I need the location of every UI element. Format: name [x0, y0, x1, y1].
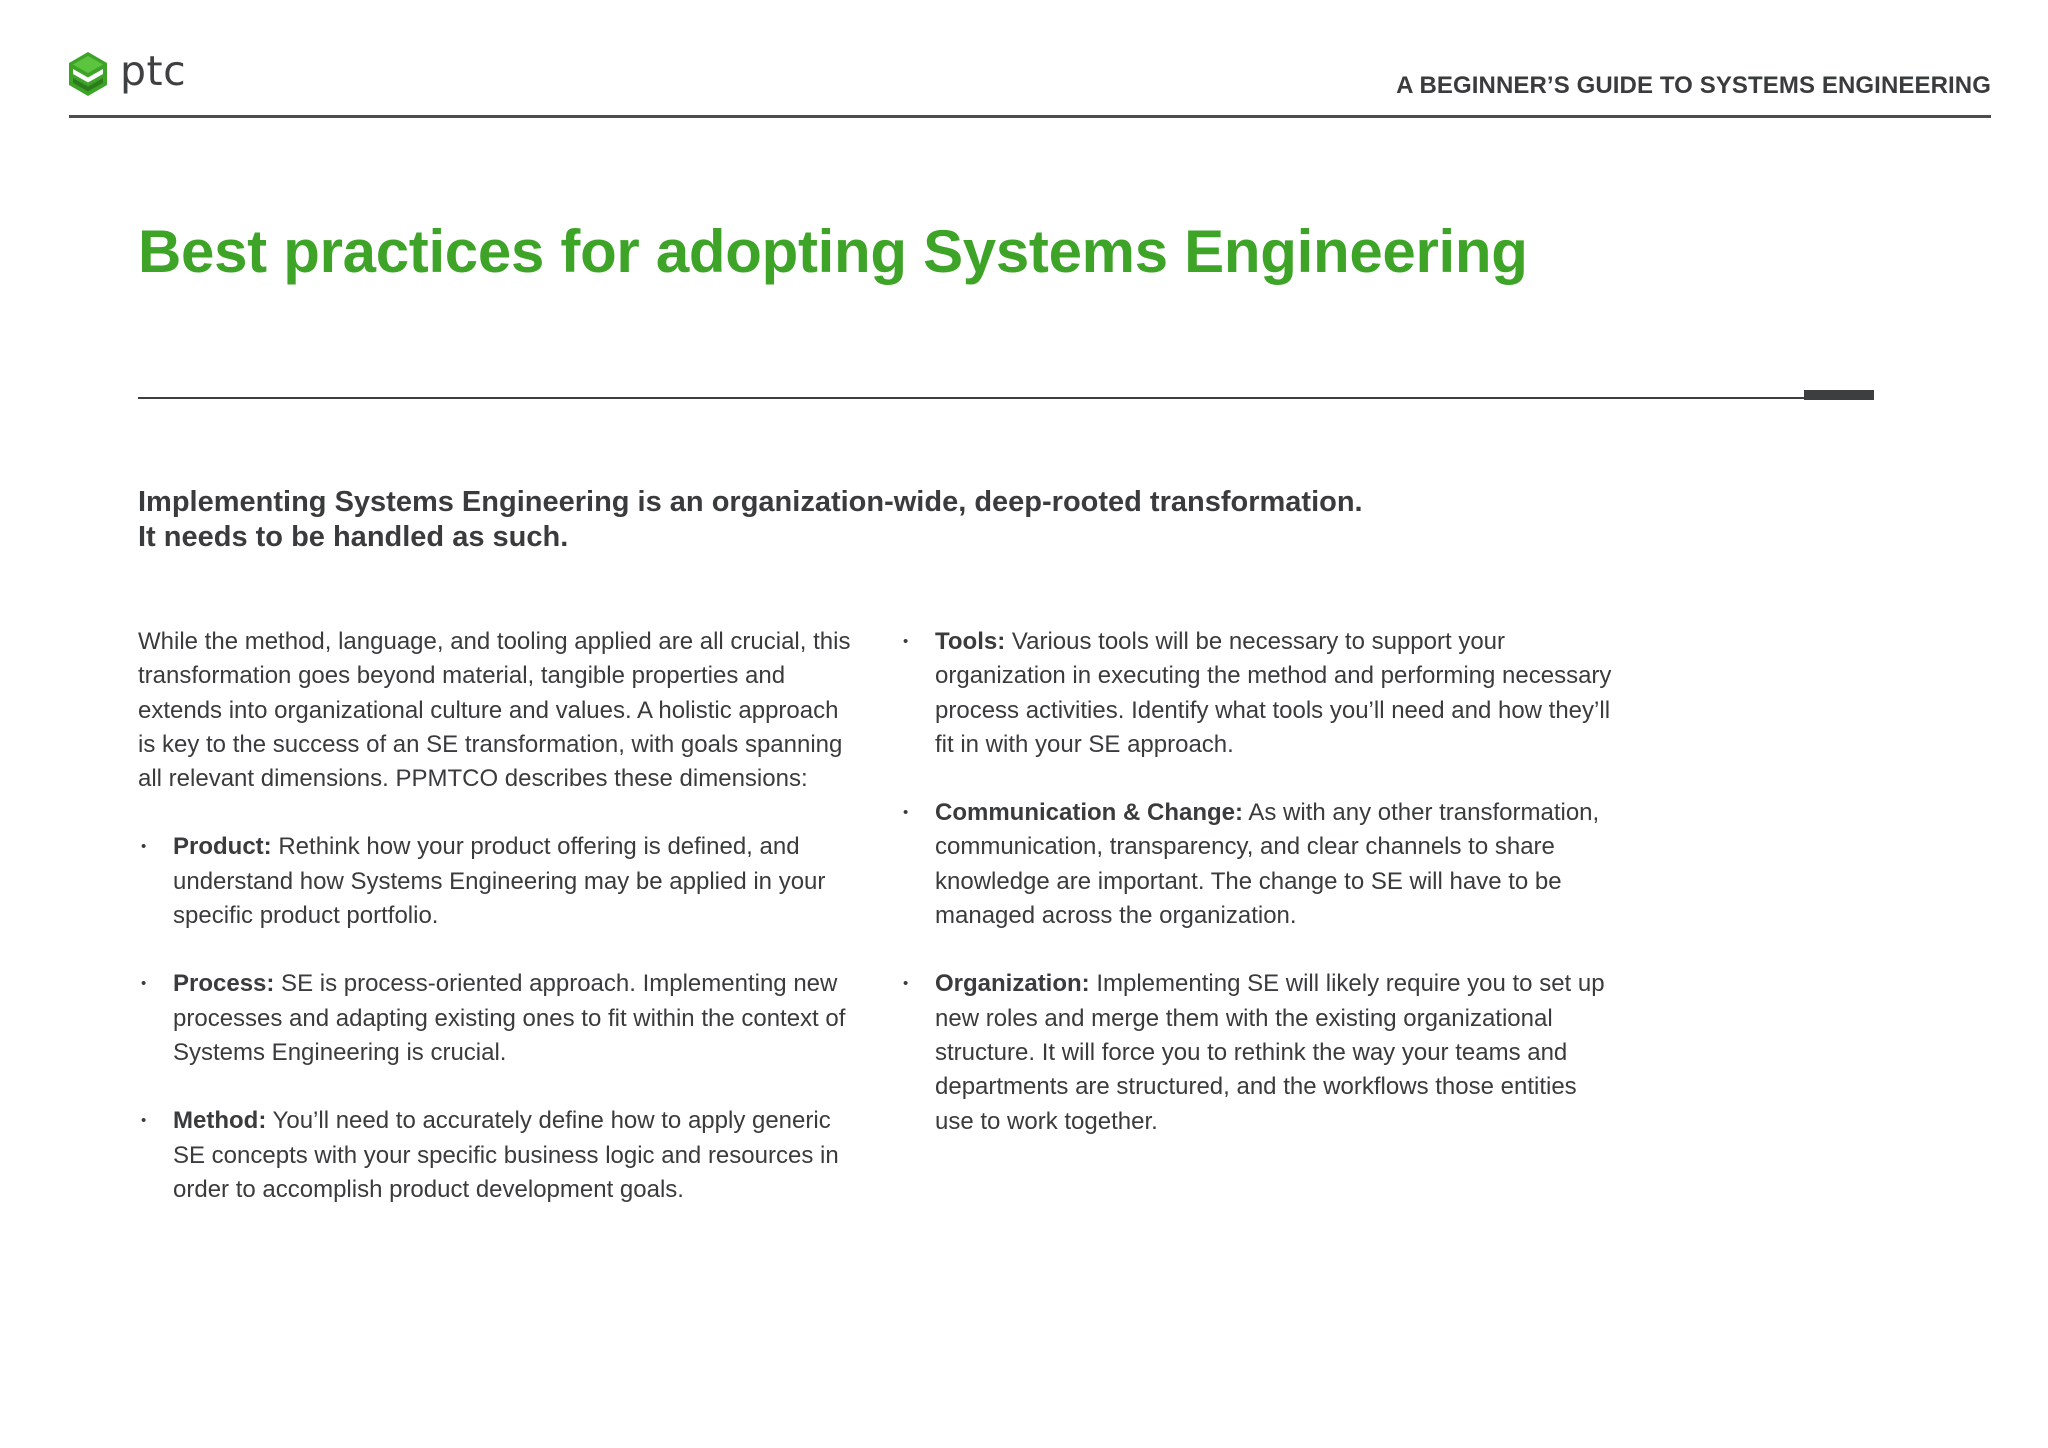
dimension-list-right — [900, 625, 1620, 1139]
ptc-logo-icon — [69, 52, 107, 96]
item-text: Rethink how your product offering is defined, and understand how Systems Engineering may be applied in your specific product portfolio. — [173, 833, 826, 930]
item-term: Communication & Change: — [935, 799, 1244, 827]
list-item-communication-change — [900, 796, 1620, 933]
item-text: Various tools will be necessary to support your organization in executing the method and performing necessary process activities. Identify what tools you’ll need and how they’ll fit in with your SE approach. — [935, 628, 1612, 758]
header-divider — [69, 115, 1991, 118]
dimension-list-left — [138, 830, 858, 1207]
left-column — [138, 625, 858, 1241]
ptc-logo — [69, 46, 187, 96]
item-text: SE is process-oriented approach. Implementing new processes and adapting existing ones to fit within the context of Systems Engineering is crucial. — [173, 970, 846, 1066]
intro-paragraph: While the method, language, and tooling applied are all crucial, this transformation goes beyond material, tangible properties and extends into organizational culture and values. A holistic approach is key to the success of an SE transformation, with goals spanning all relevant dimensions. PPMTCO describes these dimensions: — [138, 628, 851, 793]
lede — [138, 485, 1363, 555]
page-header — [69, 46, 1991, 118]
item-term: Product: — [173, 833, 272, 861]
logo-wordmark: ptc — [120, 46, 187, 95]
bullet-icon: • — [903, 633, 909, 650]
list-item-organization — [900, 967, 1620, 1138]
lede-line-2: It needs to be handled as such. — [138, 521, 569, 553]
list-item-product — [138, 830, 858, 933]
item-term: Organization: — [935, 970, 1090, 998]
bullet-icon: • — [141, 1112, 147, 1130]
item-term: Method: — [173, 1107, 267, 1135]
lede-line-1: Implementing Systems Engineering is an organization-wide, deep-rooted transformation. — [138, 486, 1363, 518]
item-text: You’ll need to accurately define how to apply generic SE concepts with your specific business logic and resources in order to accomplish product development goals. — [173, 1107, 839, 1203]
right-column — [900, 625, 1620, 1173]
page-title: Best practices for adopting Systems Engineering — [138, 218, 1528, 285]
bullet-icon: • — [903, 975, 909, 993]
bullet-icon: • — [141, 838, 147, 856]
list-item-process — [138, 967, 858, 1070]
title-divider-accent — [1804, 390, 1874, 400]
item-text: As with any other transformation, communication, transparency, and clear channels to share knowledge are important. The change to SE will have to be managed across the organization. — [935, 799, 1600, 930]
bullet-icon: • — [903, 804, 909, 822]
title-divider — [138, 397, 1804, 399]
document-title: A BEGINNER’S GUIDE TO SYSTEMS ENGINEERING — [1396, 72, 1991, 99]
item-text: Implementing SE will likely require you to set up new roles and merge them with the existing organizational structure. It will force you to rethink the way your teams and departments are structured, and the workflows those entities use to work together. — [935, 970, 1605, 1135]
bullet-icon: • — [141, 975, 147, 993]
list-item-tools — [900, 625, 1620, 762]
item-term: Process: — [173, 970, 275, 998]
item-term: Tools: — [935, 628, 1006, 655]
list-item-method — [138, 1104, 858, 1207]
